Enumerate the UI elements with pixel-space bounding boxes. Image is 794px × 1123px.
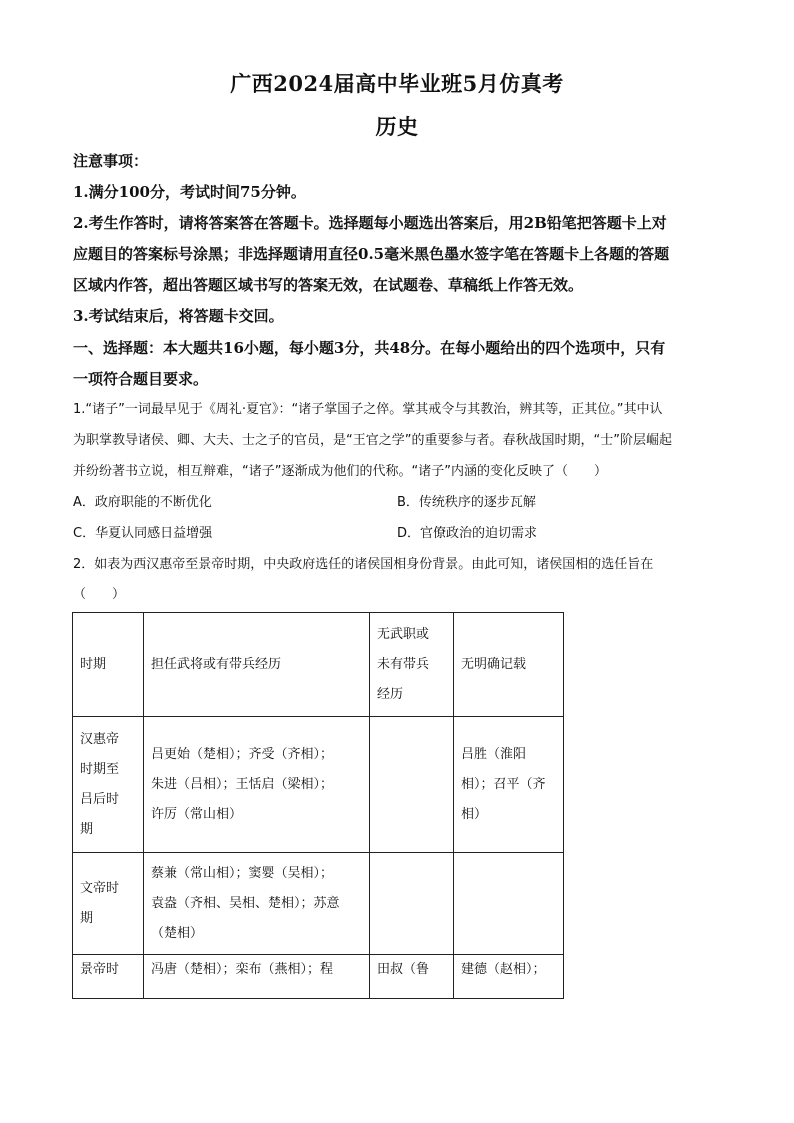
cell-lines bbox=[461, 955, 556, 985]
cell-text-line: 建德（赵相）； bbox=[461, 962, 546, 977]
question-1-option-a: A．政府职能的不断优化 bbox=[73, 495, 212, 510]
question-1-option-c: C．华夏认同感日益增强 bbox=[73, 526, 213, 541]
cell-text-line: 许厉（常山相） bbox=[151, 806, 243, 822]
notice-item: 区域内作答，超出答题区域书写的答案无效，在试题卷、草稿纸上作答无效。 bbox=[73, 276, 584, 294]
cell-text-line: 无明确记载 bbox=[461, 656, 527, 672]
question-2-stem: 2．如表为西汉惠帝至景帝时期，中央政府选任的诸侯国相身份背景。由此可知，诸侯国相的选任旨在 bbox=[73, 557, 654, 572]
cell-military bbox=[144, 717, 370, 853]
cell-lines bbox=[151, 955, 362, 985]
cell-text-line: 经历 bbox=[377, 686, 404, 702]
cell-period bbox=[73, 853, 144, 955]
guoxiang-table bbox=[72, 612, 564, 999]
exam-title: 广西2024届高中毕业班5月仿真考 bbox=[230, 71, 564, 96]
cell-text-line: （楚相） bbox=[151, 925, 204, 941]
cell-none bbox=[370, 853, 454, 955]
cell-text-line: 期 bbox=[80, 910, 94, 926]
cell-text-line: 吕胜（淮阳 bbox=[461, 746, 527, 762]
cell-lines bbox=[151, 740, 362, 830]
section-heading: 一项符合题目要求。 bbox=[73, 370, 209, 388]
header-cell-period bbox=[73, 613, 144, 717]
question-1-option-d: D．官僚政治的迫切需求 bbox=[397, 526, 538, 541]
cell-lines bbox=[80, 725, 136, 845]
header-cell-unclear bbox=[454, 613, 564, 717]
notice-item: 应题目的答案标号涂黑；非选择题请用直径0.5毫米黑色墨水签字笔在答题卡上各题的答题 bbox=[73, 245, 670, 263]
cell-lines bbox=[80, 650, 136, 680]
cell-unclear bbox=[454, 717, 564, 853]
cell-unclear bbox=[454, 853, 564, 955]
cell-text-line: 蔡兼（常山相）；窦婴（吴相）； bbox=[151, 865, 334, 881]
cell-lines bbox=[151, 859, 362, 949]
cell-text-line: 期 bbox=[80, 821, 94, 837]
question-2-stem: （ ） bbox=[73, 587, 126, 602]
cell-lines bbox=[80, 955, 136, 985]
header-cell-none bbox=[370, 613, 454, 717]
table-row bbox=[73, 717, 564, 853]
cell-text-line: 田叔（鲁 bbox=[377, 962, 430, 977]
cell-text-line: 吕更始（楚相）；齐受（齐相）； bbox=[151, 746, 334, 762]
cell-text-line: 时期 bbox=[80, 656, 107, 672]
cell-military bbox=[144, 955, 370, 999]
notice-item: 1.满分100分，考试时间75分钟。 bbox=[73, 183, 306, 201]
subject-title: 历史 bbox=[375, 114, 419, 139]
question-1-stem: 1.“诸子”一词最早见于《周礼·夏官》：“诸子掌国子之倅。掌其戒令与其教治，辨其等，正其位。”其中认 bbox=[73, 402, 663, 417]
question-1-stem: 为职掌教导诸侯、卿、大夫、士之子的官员，是“王官之学”的重要参与者。春秋战国时期，“士”阶层崛起 bbox=[73, 433, 672, 448]
cell-lines bbox=[461, 740, 556, 830]
question-1-option-b: B．传统秩序的逐步瓦解 bbox=[397, 495, 536, 510]
cell-unclear bbox=[454, 955, 564, 999]
header-cell-military bbox=[144, 613, 370, 717]
cell-text-line: 担任武将或有带兵经历 bbox=[151, 656, 282, 672]
cell-text-line: 袁盎（齐相、吴相、楚相）；苏意 bbox=[151, 895, 340, 911]
notice-heading: 注意事项： bbox=[73, 152, 149, 170]
table-row bbox=[73, 853, 564, 955]
cell-text-line: 吕后时 bbox=[80, 791, 120, 807]
cell-text-line: 冯唐（楚相）；栾布（燕相）；程 bbox=[151, 962, 334, 977]
cell-lines bbox=[377, 620, 446, 710]
notice-item: 3.考试结束后，将答题卡交回。 bbox=[73, 307, 284, 325]
cell-none bbox=[370, 717, 454, 853]
table-row bbox=[73, 955, 564, 999]
cell-text-line: 时期至 bbox=[80, 761, 120, 777]
cell-lines bbox=[377, 955, 446, 985]
cell-text-line: 朱进（吕相）；王恬启（梁相）； bbox=[151, 776, 334, 792]
cell-none bbox=[370, 955, 454, 999]
cell-lines bbox=[80, 874, 136, 934]
cell-lines bbox=[461, 650, 556, 680]
question-1-stem: 并纷纷著书立说，相互辩难，“诸子”逐渐成为他们的代称。“诸子”内涵的变化反映了（ ） bbox=[73, 464, 607, 479]
table-header-row bbox=[73, 613, 564, 717]
section-heading: 一、选择题：本大题共16小题，每小题3分，共48分。在每小题给出的四个选项中，只有 bbox=[73, 339, 666, 357]
notice-item: 2.考生作答时，请将答案答在答题卡。选择题每小题选出答案后，用2B铅笔把答题卡上对 bbox=[73, 214, 667, 232]
cell-text-line: 相） bbox=[461, 806, 488, 822]
cell-military bbox=[144, 853, 370, 955]
cell-text-line: 未有带兵 bbox=[377, 656, 430, 672]
cell-text-line: 景帝时 bbox=[80, 962, 120, 977]
cell-period bbox=[73, 955, 144, 999]
cell-text-line: 文帝时 bbox=[80, 880, 120, 896]
cell-text-line: 无武职或 bbox=[377, 626, 430, 642]
cell-lines bbox=[151, 650, 362, 680]
cell-text-line: 相）；召平（齐 bbox=[461, 776, 546, 792]
cell-period bbox=[73, 717, 144, 853]
cell-text-line: 汉惠帝 bbox=[80, 731, 120, 747]
